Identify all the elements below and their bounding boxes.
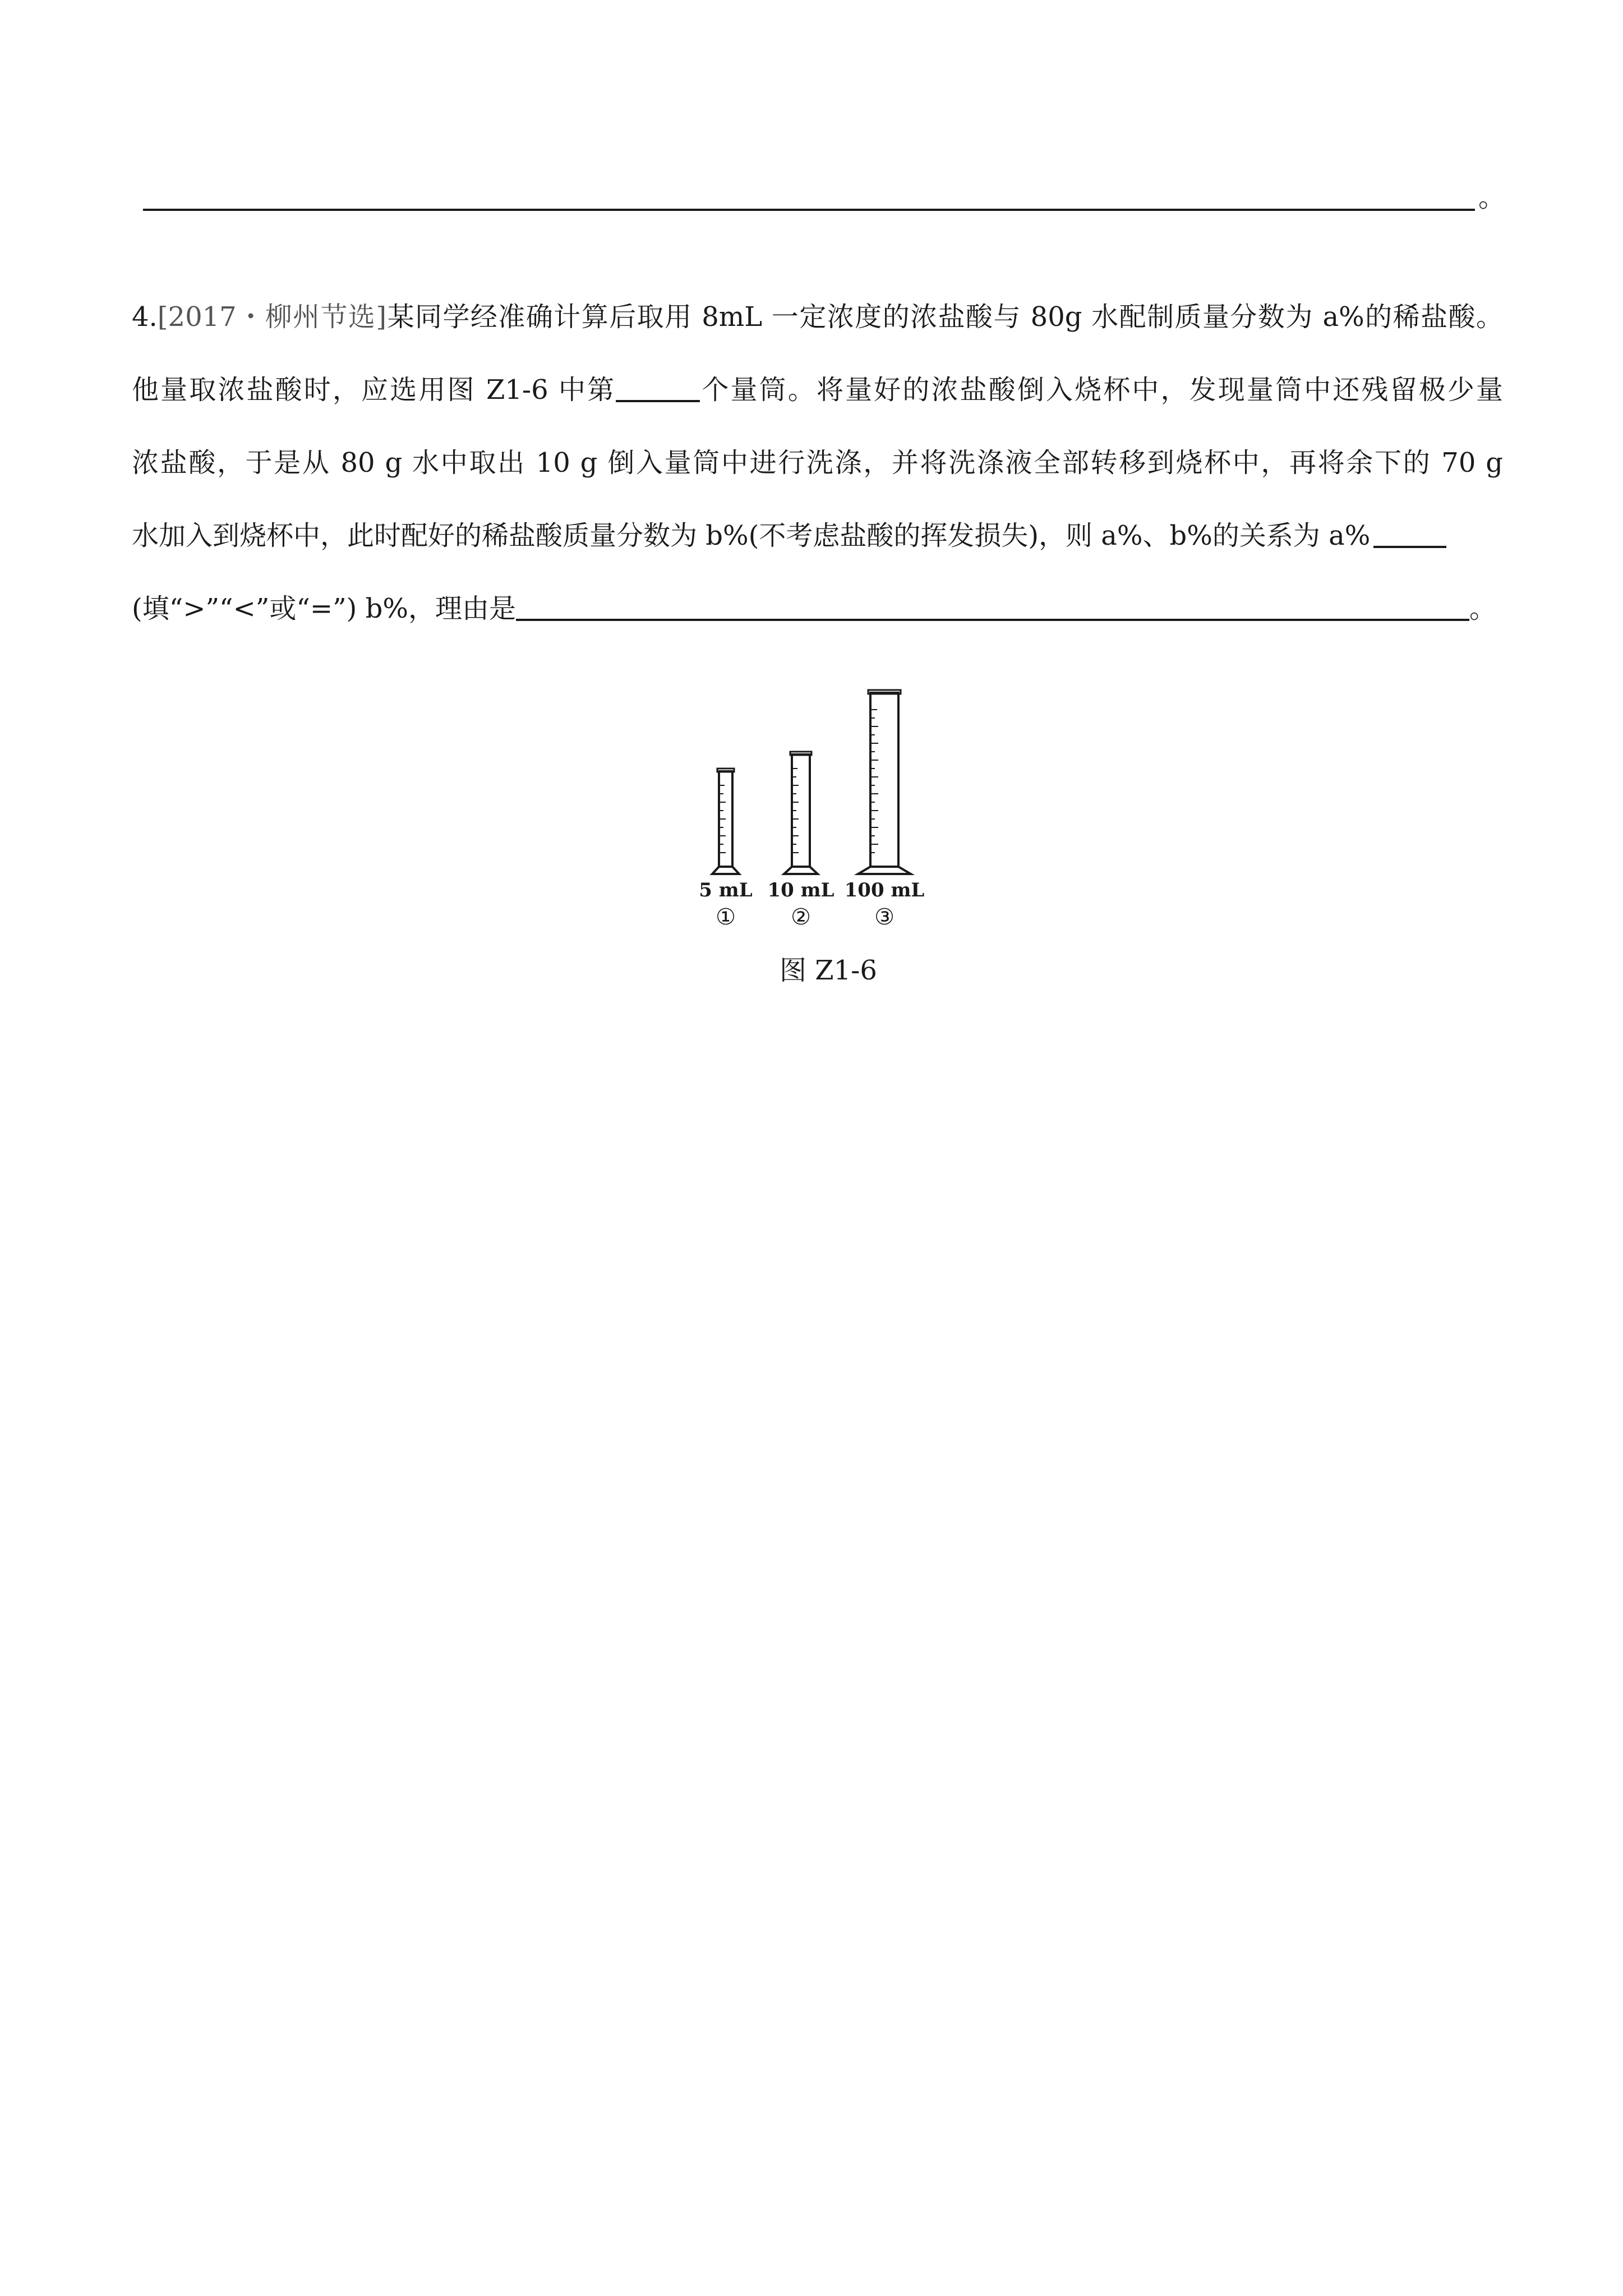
cylinder-2-number: ②	[791, 904, 811, 930]
answer-blank-line[interactable]	[143, 209, 1475, 211]
question-line-2	[132, 370, 1503, 409]
top-period: 。	[1478, 182, 1506, 213]
blank-reason[interactable]	[516, 592, 1469, 621]
question-line-5	[132, 589, 1496, 628]
cylinder-3-volume-label: 100 mL	[844, 879, 925, 901]
figure-caption: 图 Z1-6	[780, 955, 877, 986]
cylinder-5ml	[712, 769, 739, 874]
question-text-2b: 个量筒。将量好的浓盐酸倒入烧杯中，发现量筒中还残留极少量	[700, 374, 1503, 406]
cylinder-100ml	[858, 690, 911, 874]
question-text-3: 浓盐酸，于是从 80 g 水中取出 10 g 倒入量筒中进行洗涤，并将洗涤液全部转移到烧杯中，再将余下的 70 g	[132, 447, 1503, 478]
question-text-1: 某同学经准确计算后取用 8mL 一定浓度的浓盐酸与 80g 水配制质量分数为 a%的稀盐酸。	[386, 301, 1503, 333]
cylinder-1-volume-label: 5 mL	[699, 879, 753, 901]
cylinder-3-number: ③	[874, 904, 895, 930]
cylinder-1-number: ①	[716, 904, 736, 930]
blank-comparison[interactable]	[1373, 519, 1446, 548]
cylinder-10ml	[784, 752, 818, 874]
question-number: 4.	[132, 301, 158, 333]
question-text-2a: 他量取浓盐酸时，应选用图 Z1-6 中第	[132, 374, 616, 406]
question-source: [2017・柳州节选]	[157, 301, 387, 333]
question-line-4	[132, 516, 1446, 555]
question-text-5b: 。	[1469, 593, 1496, 624]
graduated-cylinders-figure	[690, 684, 948, 931]
question-text-5a: (填“>”“<”或“=”) b%，理由是	[132, 593, 516, 624]
cylinder-2-volume-label: 10 mL	[767, 879, 834, 901]
question-line-3	[132, 443, 1503, 482]
question-text-4: 水加入到烧杯中，此时配好的稀盐酸质量分数为 b%(不考虑盐酸的挥发损失)，则 a%、b%的关系为 a%	[132, 520, 1371, 551]
question-line-1	[132, 297, 1503, 337]
blank-cylinder-number[interactable]	[616, 373, 700, 402]
